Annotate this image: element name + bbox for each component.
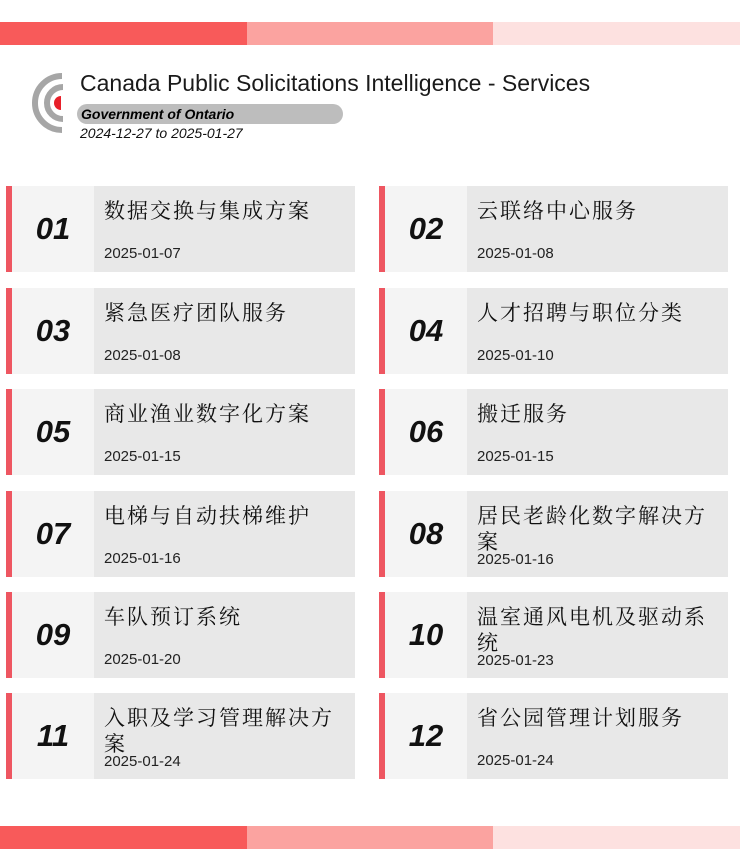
item-number: 10	[408, 617, 444, 652]
list-item[interactable]	[379, 288, 728, 374]
card-number-box	[385, 186, 467, 272]
concentric-arcs-logo-icon	[26, 72, 70, 134]
item-number: 02	[408, 211, 444, 246]
list-item[interactable]	[379, 693, 728, 779]
item-number: 09	[35, 617, 71, 652]
top-decorative-bar	[0, 22, 740, 45]
item-date: 2025-01-15	[477, 448, 554, 465]
item-number: 06	[408, 414, 444, 449]
list-item[interactable]	[6, 592, 355, 678]
item-number: 08	[408, 516, 444, 551]
item-date: 2025-01-23	[477, 652, 554, 669]
item-date: 2025-01-10	[477, 347, 554, 364]
bar-segment-light	[493, 22, 740, 45]
item-name: 数据交换与集成方案	[104, 199, 311, 223]
list-item[interactable]	[6, 389, 355, 475]
item-number: 04	[408, 313, 444, 348]
item-number: 11	[36, 718, 70, 753]
item-name: 电梯与自动扶梯维护	[104, 504, 311, 528]
page-title: Canada Public Solicitations Intelligence - Services	[80, 70, 591, 96]
bar-segment-dark	[0, 826, 247, 849]
bottom-decorative-bar	[0, 826, 740, 849]
item-date: 2025-01-24	[477, 752, 554, 769]
card-number-box	[12, 592, 94, 678]
card-number-box	[385, 693, 467, 779]
item-date: 2025-01-08	[104, 347, 181, 364]
item-date: 2025-01-20	[104, 651, 181, 668]
card-number-box	[12, 693, 94, 779]
date-range: 2024-12-27 to 2025-01-27	[80, 125, 243, 141]
item-date: 2025-01-16	[477, 551, 554, 568]
card-number-box	[12, 288, 94, 374]
item-name: 车队预订系统	[104, 605, 242, 629]
list-item[interactable]	[6, 693, 355, 779]
item-name: 商业渔业数字化方案	[104, 402, 311, 426]
list-item[interactable]	[379, 186, 728, 272]
card-number-box	[12, 186, 94, 272]
card-number-box	[385, 592, 467, 678]
item-name: 省公园管理计划服务	[477, 706, 684, 730]
list-item[interactable]	[6, 491, 355, 577]
organization-badge: Government of Ontario	[77, 104, 343, 124]
item-name: 云联络中心服务	[477, 199, 638, 223]
item-number: 07	[35, 516, 71, 551]
card-number-box	[385, 491, 467, 577]
item-date: 2025-01-08	[477, 245, 554, 262]
list-item[interactable]	[6, 288, 355, 374]
list-item[interactable]	[379, 389, 728, 475]
item-date: 2025-01-07	[104, 245, 181, 262]
item-name: 居民老龄化数字解决方案	[477, 504, 707, 554]
item-name: 人才招聘与职位分类	[477, 301, 684, 325]
item-name: 温室通风电机及驱动系统	[477, 605, 707, 655]
item-name: 搬迁服务	[477, 402, 569, 426]
list-item[interactable]	[6, 186, 355, 272]
item-date: 2025-01-16	[104, 550, 181, 567]
item-number: 12	[408, 718, 444, 753]
item-name: 紧急医疗团队服务	[104, 301, 288, 325]
card-number-box	[12, 389, 94, 475]
list-item[interactable]	[379, 592, 728, 678]
card-number-box	[385, 288, 467, 374]
item-date: 2025-01-24	[104, 753, 181, 770]
item-number: 01	[35, 211, 71, 246]
bar-segment-light	[493, 826, 740, 849]
bar-segment-dark	[0, 22, 247, 45]
bar-segment-mid	[247, 826, 494, 849]
item-number: 03	[35, 313, 71, 348]
list-item[interactable]	[379, 491, 728, 577]
item-number: 05	[35, 414, 71, 449]
bar-segment-mid	[247, 22, 494, 45]
item-name: 入职及学习管理解决方案	[104, 706, 334, 756]
card-number-box	[385, 389, 467, 475]
card-number-box	[12, 491, 94, 577]
item-date: 2025-01-15	[104, 448, 181, 465]
